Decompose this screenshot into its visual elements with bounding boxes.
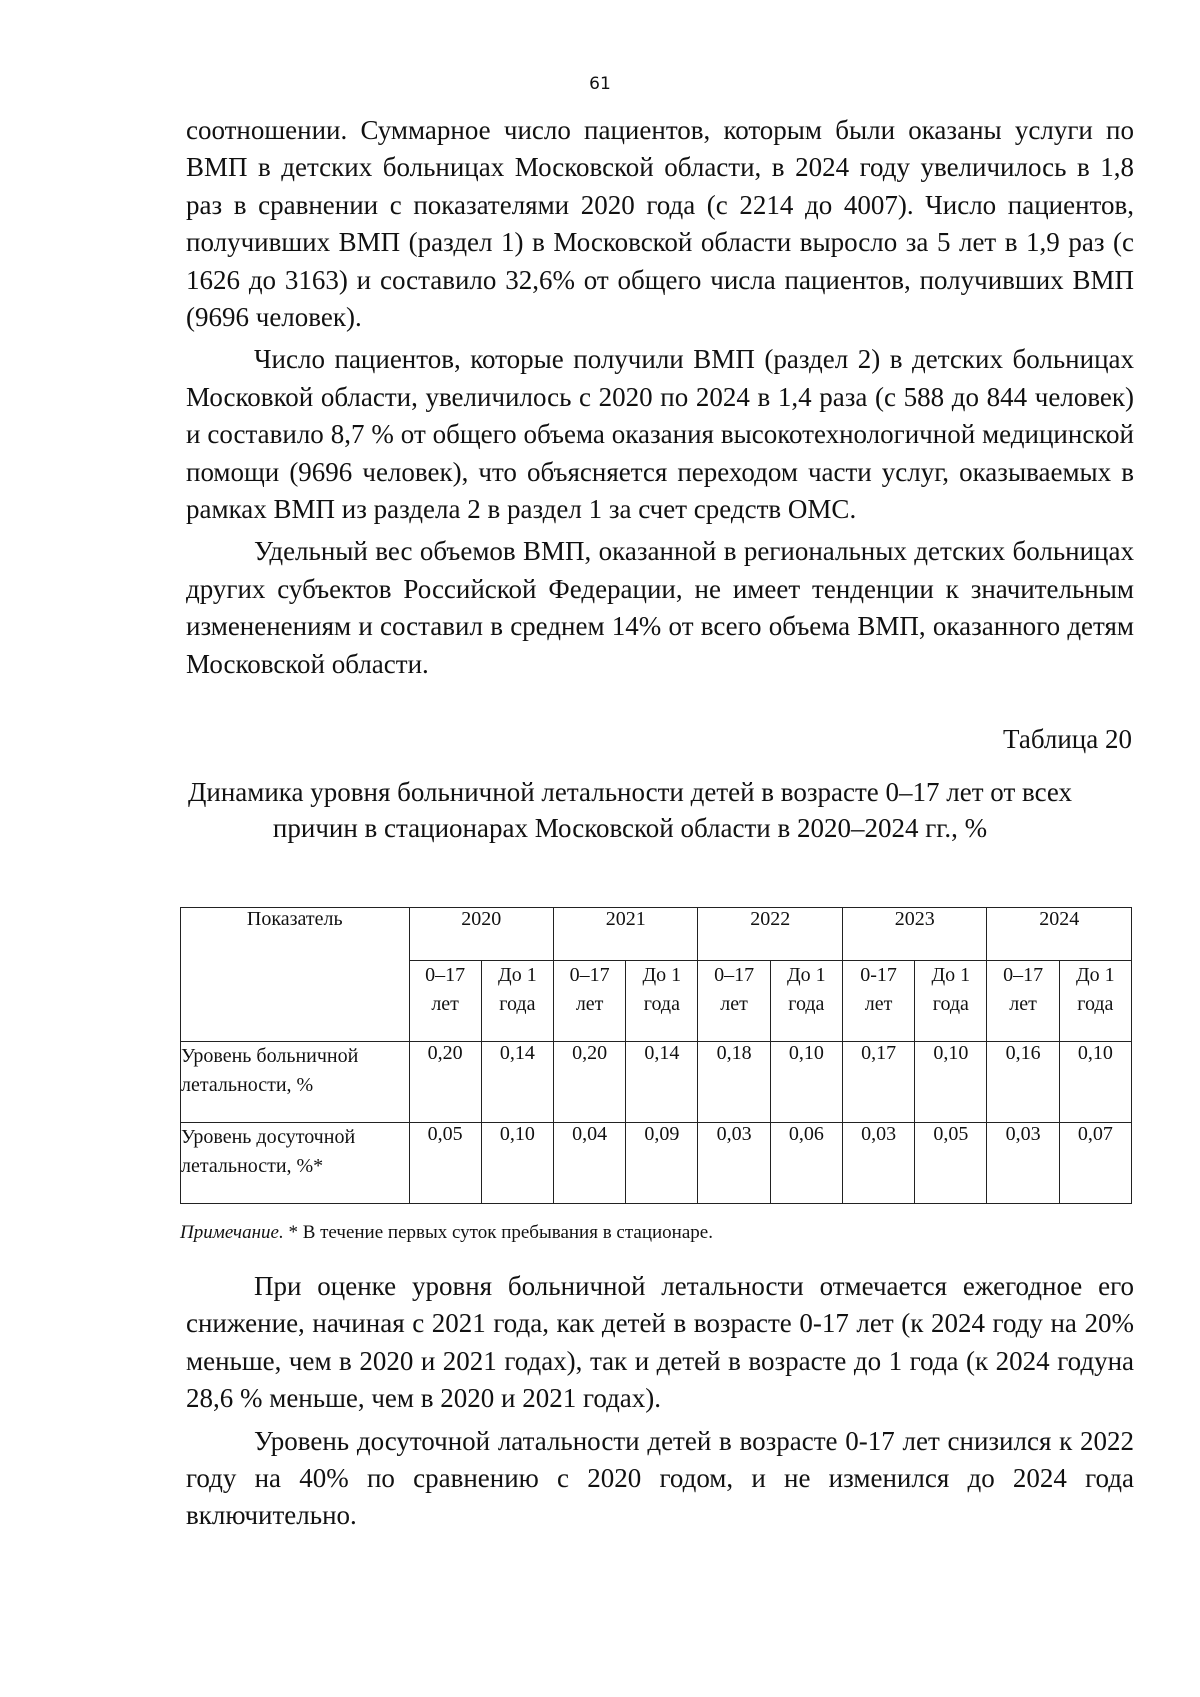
table-subheader (409, 961, 481, 1042)
table-cell: 0,18 (698, 1042, 770, 1123)
table-cell: 0,10 (481, 1123, 553, 1204)
table-cell: 0,03 (987, 1123, 1059, 1204)
table-cell: 0,07 (1059, 1123, 1131, 1204)
paragraph: Удельный вес объемов ВМП, оказанной в региональных детских больницах других субъектов Российской Федерации, не имеет тенденции к значительным измененениям и составил в среднем 14% от всего объема ВМП, оказанного детям Московской области. (186, 536, 1134, 679)
table-cell: 0,20 (409, 1042, 481, 1123)
subheader-line: До 1 (931, 964, 971, 986)
table-year-header: 2020 (409, 908, 553, 961)
table-subheader (1059, 961, 1131, 1042)
table-subheader (915, 961, 987, 1042)
table-cell: 0,06 (770, 1123, 842, 1204)
table-cell: 0,16 (987, 1042, 1059, 1123)
table-row-label: Уровень досуточной летальности, %* (181, 1123, 410, 1204)
subheader-line: 0-17 (860, 964, 897, 986)
subheader-line: лет (575, 993, 604, 1015)
paragraph: Уровень досуточной латальности детей в возрасте 0-17 лет снизился к 2022 году на 40% по сравнению с 2020 годом, и не изменился до 2024 года включительно. (186, 1425, 1134, 1531)
subheader-line: года (788, 993, 825, 1015)
table-subheader (554, 961, 626, 1042)
paragraph: Число пациентов, которые получили ВМП (раздел 2) в детских больницах Московкой области, увеличилось с 2020 по 2024 в 1,4 раза (с 588 до 844 человек) и составило 8,7 % от общего объема оказания высокотехнологичной медицинской помощи (9696 человек), что объясняется переходом части услуг, оказываемых в рамках ВМП из раздела 2 в раздел 1 за счет средств ОМС. (186, 344, 1134, 525)
table-subheader (987, 961, 1059, 1042)
table-cell: 0,05 (409, 1123, 481, 1204)
table-subheader (842, 961, 914, 1042)
table-year-header: 2022 (698, 908, 842, 961)
table-row-label: Уровень больничной летальности, % (181, 1042, 410, 1123)
table-cell: 0,04 (554, 1123, 626, 1204)
table-subheader (698, 961, 770, 1042)
table-header-label: Показатель (181, 908, 410, 1042)
table-cell: 0,10 (770, 1042, 842, 1123)
table-cell: 0,03 (698, 1123, 770, 1204)
subheader-line: лет (1009, 993, 1037, 1015)
subheader-line: года (643, 993, 680, 1015)
table-cell: 0,20 (554, 1042, 626, 1123)
subheader-line: 0–17 (714, 964, 755, 986)
paragraph: При оценке уровня больничной летальности отмечается ежегодное его снижение, начиная с 2021 года, как детей в возрасте 0-17 лет (к 2024 году на 20% меньше, чем в 2020 и 2021 годах), так и детей в возрасте до 1 года (к 2024 годуна 28,6 % меньше, чем в 2020 и 2021 годах). (186, 1271, 1134, 1414)
subheader-line: 0–17 (569, 964, 610, 986)
table-year-header: 2023 (842, 908, 986, 961)
subheader-line: лет (864, 993, 893, 1015)
table-cell: 0,05 (915, 1123, 987, 1204)
subheader-line: До 1 (787, 964, 826, 986)
table-row (181, 1042, 1132, 1123)
subheader-line: До 1 (642, 964, 682, 986)
table-label: Таблица 20 (1003, 724, 1132, 754)
table-cell: 0,09 (626, 1123, 698, 1204)
table-title: Динамика уровня больничной летальности детей в возрасте 0–17 лет от всех причин в стационарах Московской области в 2020–2024 гг., % (187, 777, 1073, 843)
text-block-bottom (186, 1268, 1134, 1535)
table-cell: 0,17 (842, 1042, 914, 1123)
note-label: Примечание. (180, 1222, 284, 1243)
subheader-line: лет (720, 993, 748, 1015)
table-subheader (626, 961, 698, 1042)
table-cell: 0,14 (626, 1042, 698, 1123)
table-cell: 0,14 (481, 1042, 553, 1123)
table-row (181, 1123, 1132, 1204)
subheader-line: года (932, 993, 969, 1015)
table-subheader (770, 961, 842, 1042)
table-cell: 0,03 (842, 1123, 914, 1204)
note-text: * В течение первых суток пребывания в стационаре. (283, 1222, 713, 1243)
table-note (180, 1222, 713, 1244)
subheader-line: лет (431, 993, 459, 1015)
page-number: 61 (589, 74, 611, 94)
subheader-line: До 1 (498, 964, 537, 986)
subheader-line: года (1077, 993, 1114, 1015)
table-year-header: 2021 (554, 908, 698, 961)
paragraph: соотношении. Суммарное число пациентов, которым были оказаны услуги по ВМП в детских больницах Московской области, в 2024 году увеличилось в 1,8 раз в сравнении с показателями 2020 года (с 2214 до 4007). Число пациентов, получивших ВМП (раздел 1) в Московской области выросло за 5 лет в 1,9 раз (с 1626 до 3163) и составило 32,6% от общего числа пациентов, получивших ВМП (9696 человек). (186, 115, 1134, 333)
subheader-line: До 1 (1076, 964, 1115, 986)
table-year-header: 2024 (987, 908, 1132, 961)
mortality-table (180, 907, 1132, 1204)
table-cell: 0,10 (915, 1042, 987, 1123)
subheader-line: года (499, 993, 536, 1015)
subheader-line: 0–17 (1003, 964, 1044, 986)
subheader-line: 0–17 (425, 964, 466, 986)
table-subheader (481, 961, 553, 1042)
text-block-top (186, 112, 1134, 683)
table-cell: 0,10 (1059, 1042, 1131, 1123)
